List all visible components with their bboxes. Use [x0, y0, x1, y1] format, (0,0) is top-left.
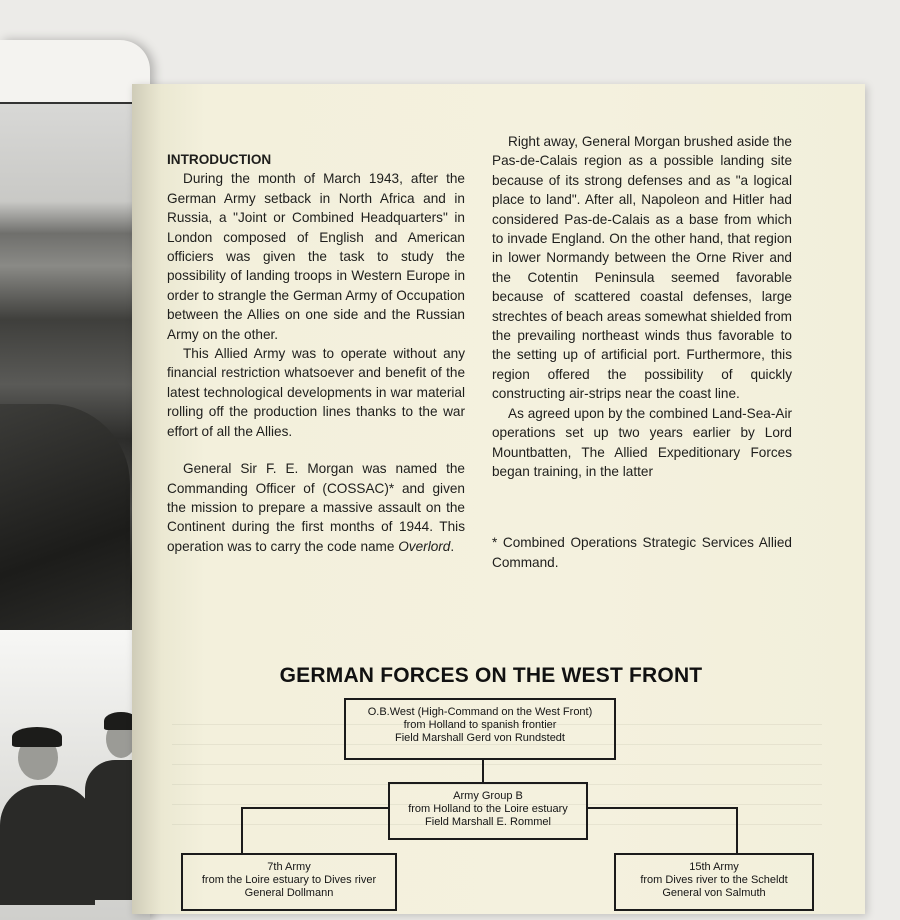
box-line: O.B.West (High-Command on the West Front): [367, 706, 593, 718]
connector-line: [588, 807, 738, 809]
paragraph: Right away, General Morgan brushed aside the Pas-de-Calais region as a possible landing site because of its strong defenses and as "a logical place to land". After all, Napoleon and Hitler had considered Pas-de-Calais as a base from which to invade England. On the other hand, that region in lower Normandy between the Orne River and the Cotentin Peninsula seemed favorable because of scattered coastal defenses, large strechtes of beach areas somewhat shielded from the prevailing northeast winds thus favorable to the setting up of artificial port. Furthermore, this region offered the possibility of quickly constructing air-strips near the coast line.: [492, 134, 792, 402]
org-chart-title: GERMAN FORCES ON THE WEST FRONT: [279, 664, 703, 687]
box-line: Army Group B: [453, 790, 523, 802]
paragraph: During the month of March 1943, after the German Army setback in North Africa and in Russia, a "Joint or Combined Headquarters" in London composed of English and American officiers was given the task to study the possibility of landing troops in Western Europe in order to strangle the German Army of Occupation between the Allies on one side and the Russian Army on the other.: [167, 171, 465, 342]
ob-west-box: [344, 698, 616, 760]
box-line: Field Marshall E. Rommel: [425, 816, 551, 828]
officer-cap: [12, 727, 62, 747]
right-text-column: [492, 132, 792, 572]
box-line: from Holland to spanish frontier: [403, 719, 557, 731]
left-text-column: [167, 150, 465, 556]
section-heading: INTRODUCTION: [167, 152, 272, 167]
box-line: from Holland to the Loire estuary: [408, 803, 568, 815]
box-line: General von Salmuth: [662, 887, 766, 899]
footnote: * Combined Operations Strategic Services Allied Command.: [492, 535, 792, 570]
box-line: 7th Army: [267, 861, 311, 873]
officer-figure: [0, 785, 95, 905]
box-line: Field Marshall Gerd von Rundstedt: [395, 732, 565, 744]
right-page: [132, 84, 865, 914]
paragraph-end: .: [450, 538, 455, 554]
bunker-photo: [0, 102, 145, 644]
paragraph-text: General Sir F. E. Morgan was named the Commanding Officer of (COSSAC)* and given the mission to prepare a massive assault on the Continent during the first months of 1944. This operation was to carry the code name: [167, 461, 465, 554]
box-line: General Dollmann: [244, 887, 334, 899]
box-line: from the Loire estuary to Dives river: [201, 874, 377, 886]
paragraph: As agreed upon by the combined Land-Sea-Air operations set up two years earlier by Lord Mountbatten, The Allied Expeditionary Forces began training, in the latter: [492, 405, 792, 479]
box-line: from Dives river to the Scheldt: [640, 874, 788, 886]
fifteenth-army-box: [614, 853, 814, 911]
army-group-b-box: [388, 782, 588, 840]
operation-name: Overlord: [398, 538, 451, 554]
connector-line: [482, 760, 484, 782]
box-line: 15th Army: [689, 861, 739, 873]
bunker-wall: [0, 404, 130, 644]
connector-line: [241, 807, 243, 853]
connector-line: [241, 807, 388, 809]
paragraph: [167, 459, 465, 556]
connector-line: [736, 807, 738, 853]
paragraph: This Allied Army was to operate without any financial restriction whatsoever and benefit of the latest technological developments in war material rolling off the production lines thanks to the war effort of all the Allies.: [167, 346, 465, 439]
seventh-army-box: [181, 853, 397, 911]
